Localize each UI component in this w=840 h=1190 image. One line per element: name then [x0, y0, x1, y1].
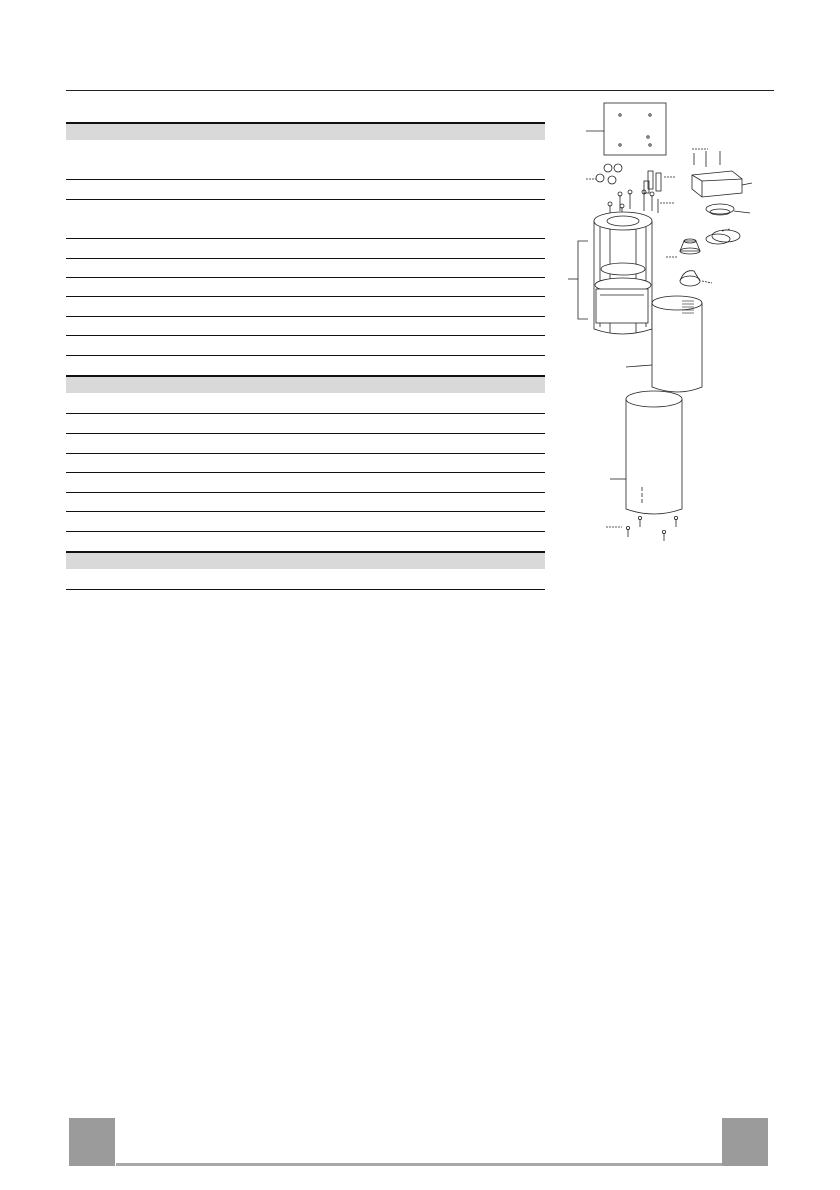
footer-rule — [116, 1163, 722, 1166]
header-rule — [66, 90, 774, 91]
table-row — [66, 316, 545, 317]
section-title-3 — [66, 557, 72, 569]
table-row — [66, 413, 545, 414]
table-row — [66, 277, 545, 278]
table-row — [66, 453, 545, 454]
table-row — [66, 492, 545, 493]
exploded-hood-diagram-icon — [560, 95, 760, 550]
table-row — [66, 335, 545, 336]
section-title-2 — [66, 381, 72, 393]
table-row — [66, 511, 545, 512]
table-row — [66, 199, 545, 200]
table-row — [66, 589, 545, 590]
table-row — [66, 296, 545, 297]
table-row — [66, 355, 545, 356]
footer-tab-right — [722, 1118, 768, 1166]
section-header-3 — [66, 551, 545, 569]
footer-tab-left — [69, 1118, 115, 1166]
table-row — [66, 258, 545, 259]
table-row — [66, 472, 545, 473]
table-row — [66, 238, 545, 239]
table-row — [66, 179, 545, 180]
table-row — [66, 433, 545, 434]
section-header-2 — [66, 375, 545, 393]
table-row — [66, 531, 545, 532]
section-header-1 — [66, 122, 545, 140]
section-title-1 — [66, 128, 72, 140]
